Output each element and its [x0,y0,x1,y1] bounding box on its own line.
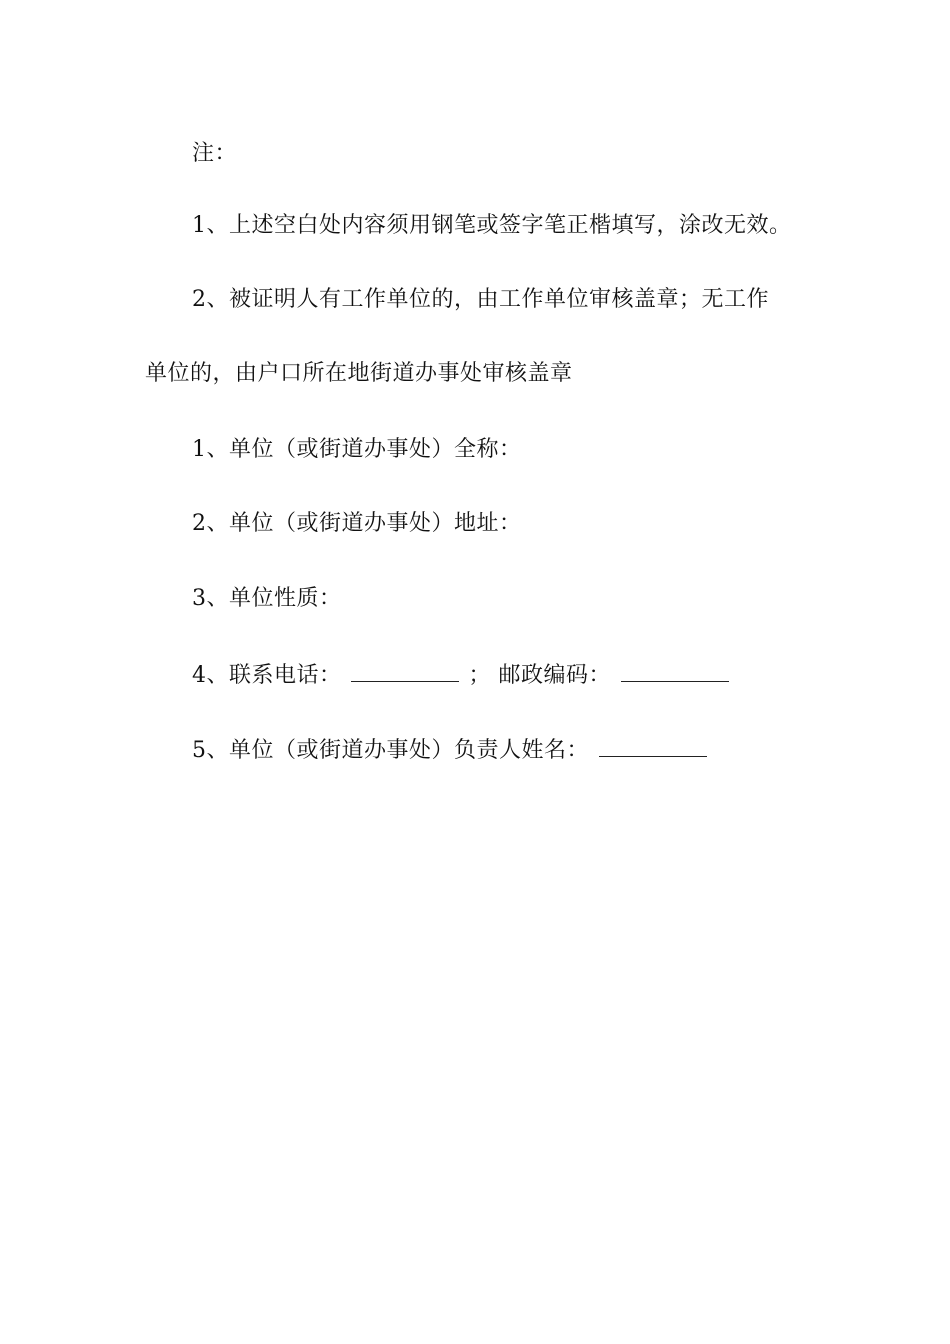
field-phone-postcode: 4、联系电话： ； 邮政编码： [192,659,731,691]
phone-blank[interactable] [351,659,459,682]
postcode-blank[interactable] [621,659,729,682]
note-item-2-line-1: 2、被证明人有工作单位的，由工作单位审核盖章；无工作 [192,287,769,312]
head-name-blank[interactable] [599,734,707,757]
field-nature: 3、单位性质： [192,586,342,611]
field-head-name: 5、单位（或街道办事处）负责人姓名： [192,734,709,766]
note-item-2-line-2: 单位的，由户口所在地街道办事处审核盖章 [145,361,573,386]
field-full-name: 1、单位（或街道办事处）全称： [192,437,522,462]
field-address: 2、单位（或街道办事处）地址： [192,511,522,536]
note-heading: 注： [192,141,238,166]
note-item-1: 1、上述空白处内容须用钢笔或签字笔正楷填写，涂改无效。 [192,213,792,238]
